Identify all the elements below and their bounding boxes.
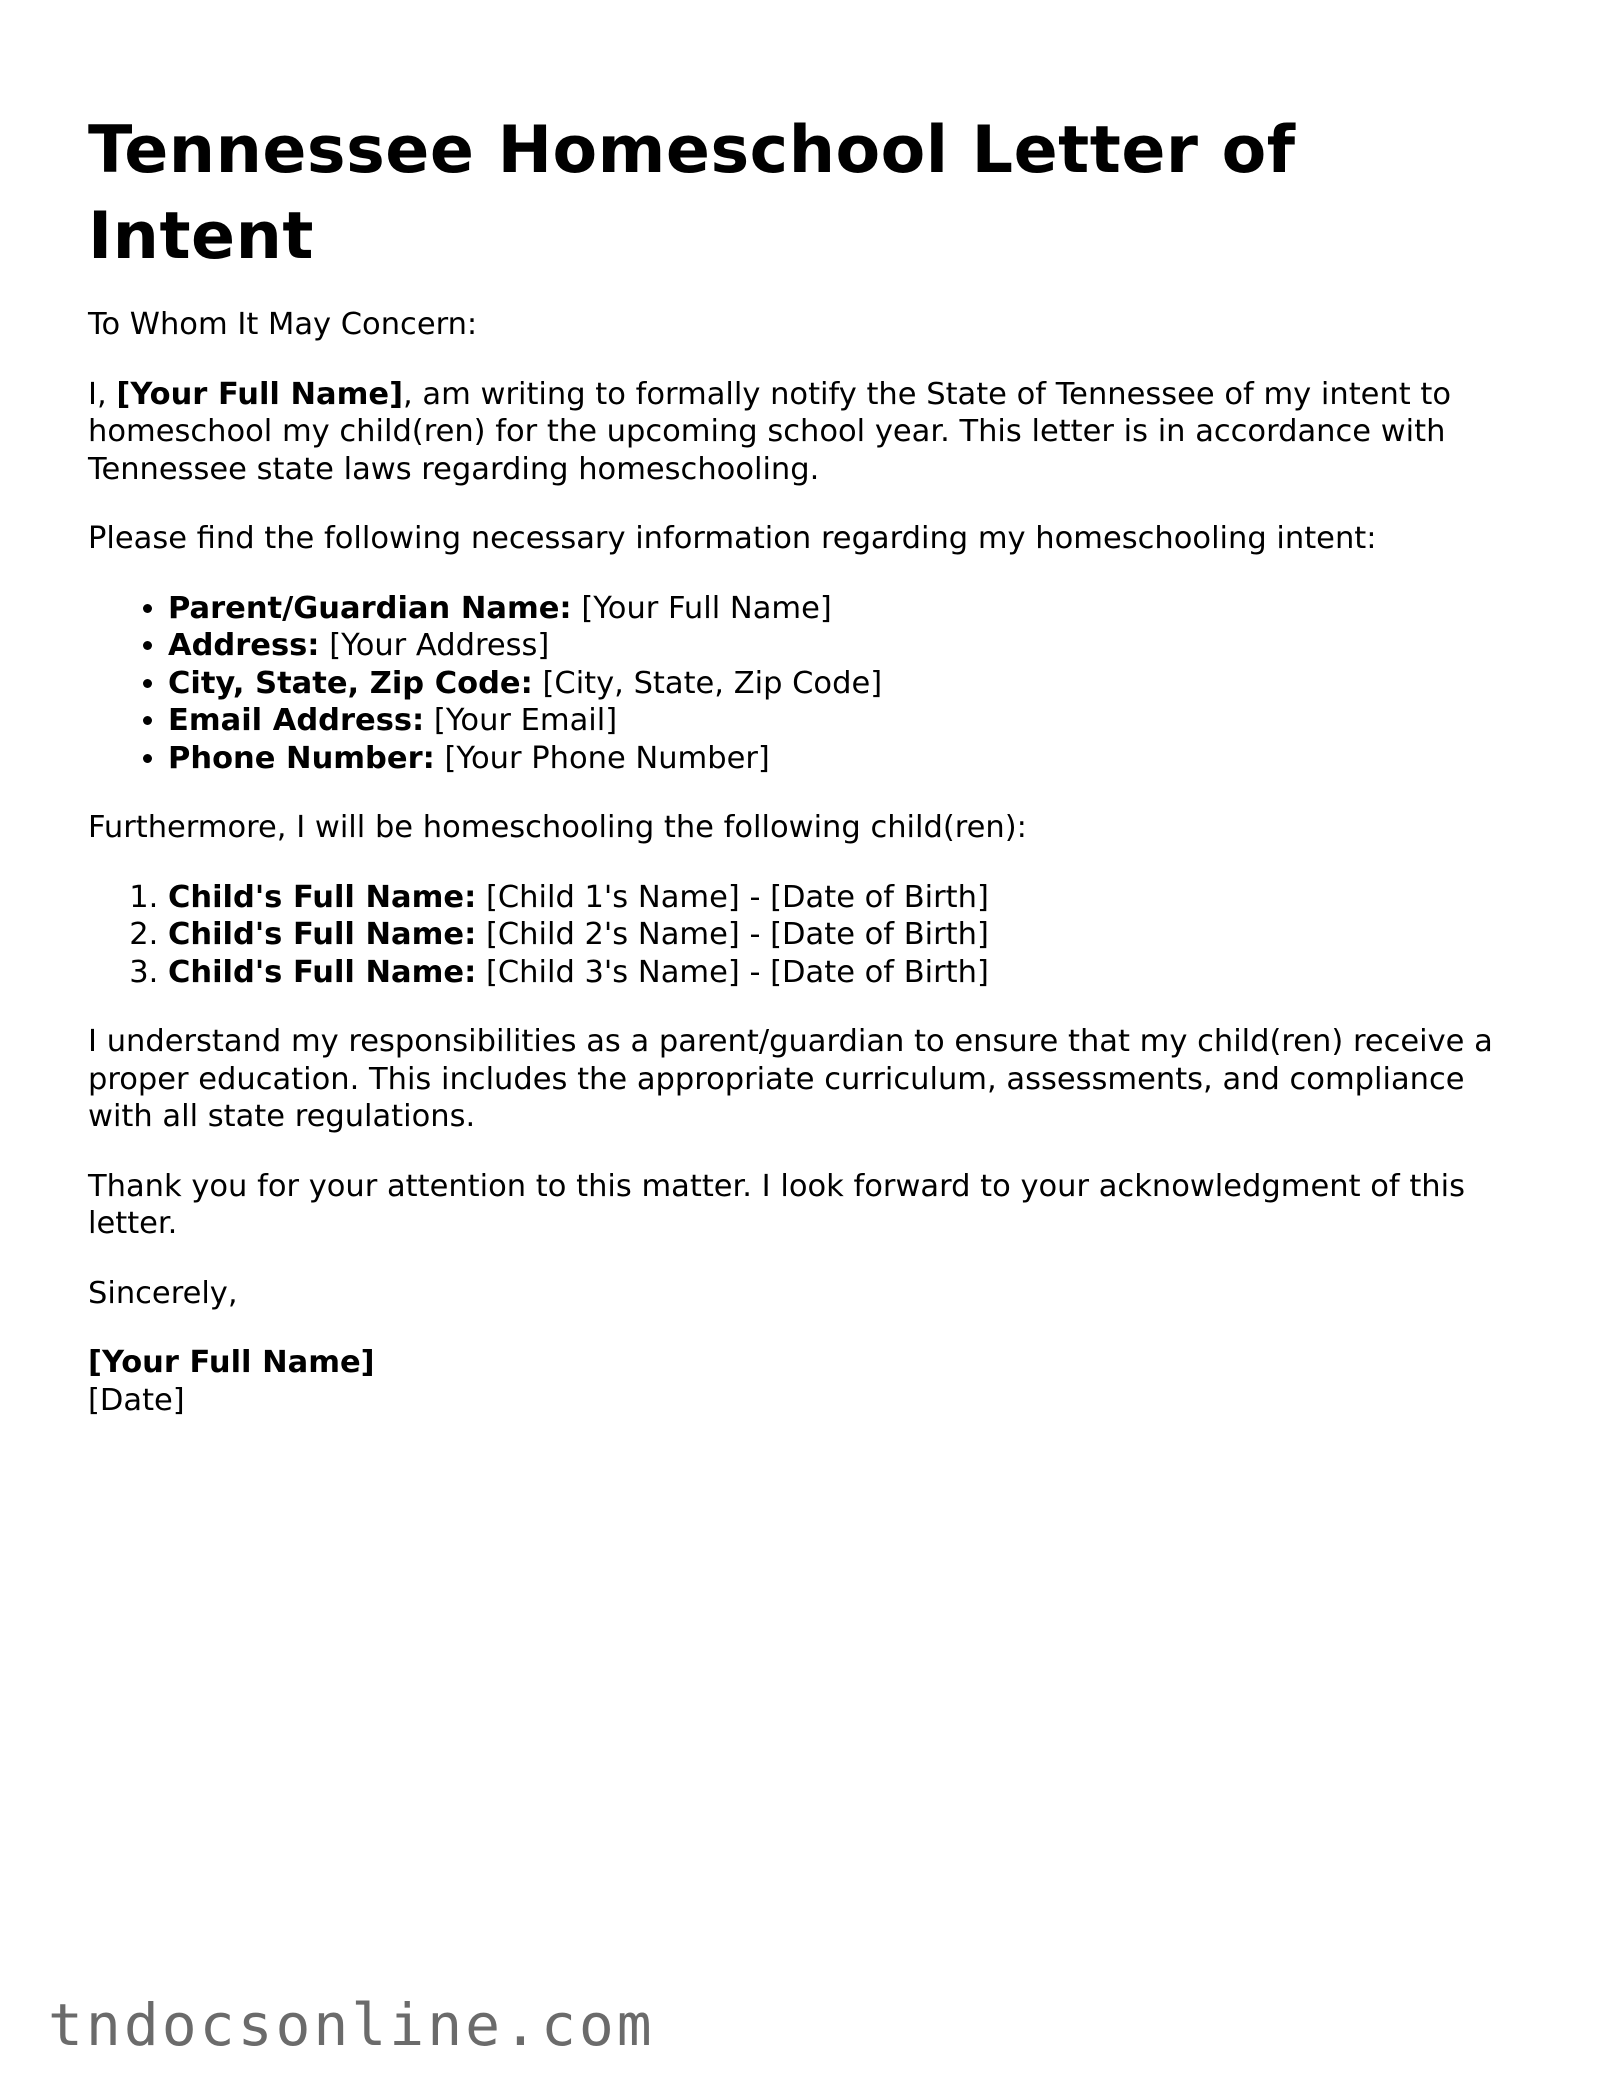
info-label: Address:: [168, 628, 320, 663]
responsibility-paragraph: I understand my responsibilities as a parent/guardian to ensure that my child(ren) receive a proper education. This includes the appropriate curriculum, assessments, and compliance with all state regulations.: [88, 1024, 1493, 1134]
child-value: [Child 3's Name] - [Date of Birth]: [476, 954, 989, 990]
letter-page: [88, 108, 1538, 1419]
child-item-1: [168, 879, 1538, 917]
info-intro: Please find the following necessary information regarding my homeschooling intent:: [88, 521, 1377, 556]
child-value: [Child 1's Name] - [Date of Birth]: [476, 879, 989, 915]
signature-date: [Date]: [88, 1382, 185, 1418]
info-item-parent-name: [168, 590, 1538, 628]
info-value: [City, State, Zip Code]: [532, 665, 883, 701]
child-item-3: [168, 954, 1538, 992]
info-item-city-state-zip: [168, 665, 1538, 703]
intro-paragraph: [88, 376, 1538, 489]
intro-rest: , am writing to formally notify the State of Tennessee of my intent to homeschool my child(ren) for the upcoming school year. This letter is in accordance with Tennessee state laws regarding homeschooling.: [88, 376, 1452, 487]
info-label: Parent/Guardian Name:: [168, 590, 572, 626]
salutation: To Whom It May Concern:: [88, 307, 478, 342]
info-item-address: [168, 627, 1538, 665]
signature-name: [Your Full Name]: [88, 1345, 375, 1380]
info-value: [Your Email]: [424, 703, 618, 738]
signature-block: [88, 1344, 1538, 1419]
intro-name: [Your Full Name]: [116, 376, 404, 412]
info-label: Email Address:: [168, 703, 425, 738]
closing: Sincerely,: [88, 1275, 238, 1311]
children-list: [88, 879, 1538, 992]
child-label: Child's Full Name:: [168, 917, 477, 952]
intro-prefix: I,: [88, 376, 117, 412]
child-label: Child's Full Name:: [168, 879, 477, 915]
info-label: City, State, Zip Code:: [168, 665, 533, 701]
thanks-paragraph: Thank you for your attention to this matter. I look forward to your acknowledgment of this letter.: [88, 1168, 1465, 1241]
info-value: [Your Phone Number]: [434, 740, 770, 776]
page-title: Tennessee Homeschool Letter of Intent: [88, 113, 1296, 274]
info-list: [88, 590, 1538, 778]
info-label: Phone Number:: [168, 740, 435, 776]
info-value: [Your Address]: [319, 628, 550, 663]
info-value: [Your Full Name]: [571, 590, 832, 626]
info-item-phone: [168, 740, 1538, 778]
child-value: [Child 2's Name] - [Date of Birth]: [476, 917, 989, 952]
child-label: Child's Full Name:: [168, 954, 477, 990]
info-item-email: [168, 702, 1538, 740]
watermark: tndocsonline.com: [48, 1991, 655, 2059]
children-intro: Furthermore, I will be homeschooling the following child(ren):: [88, 810, 1027, 845]
child-item-2: [168, 916, 1538, 954]
